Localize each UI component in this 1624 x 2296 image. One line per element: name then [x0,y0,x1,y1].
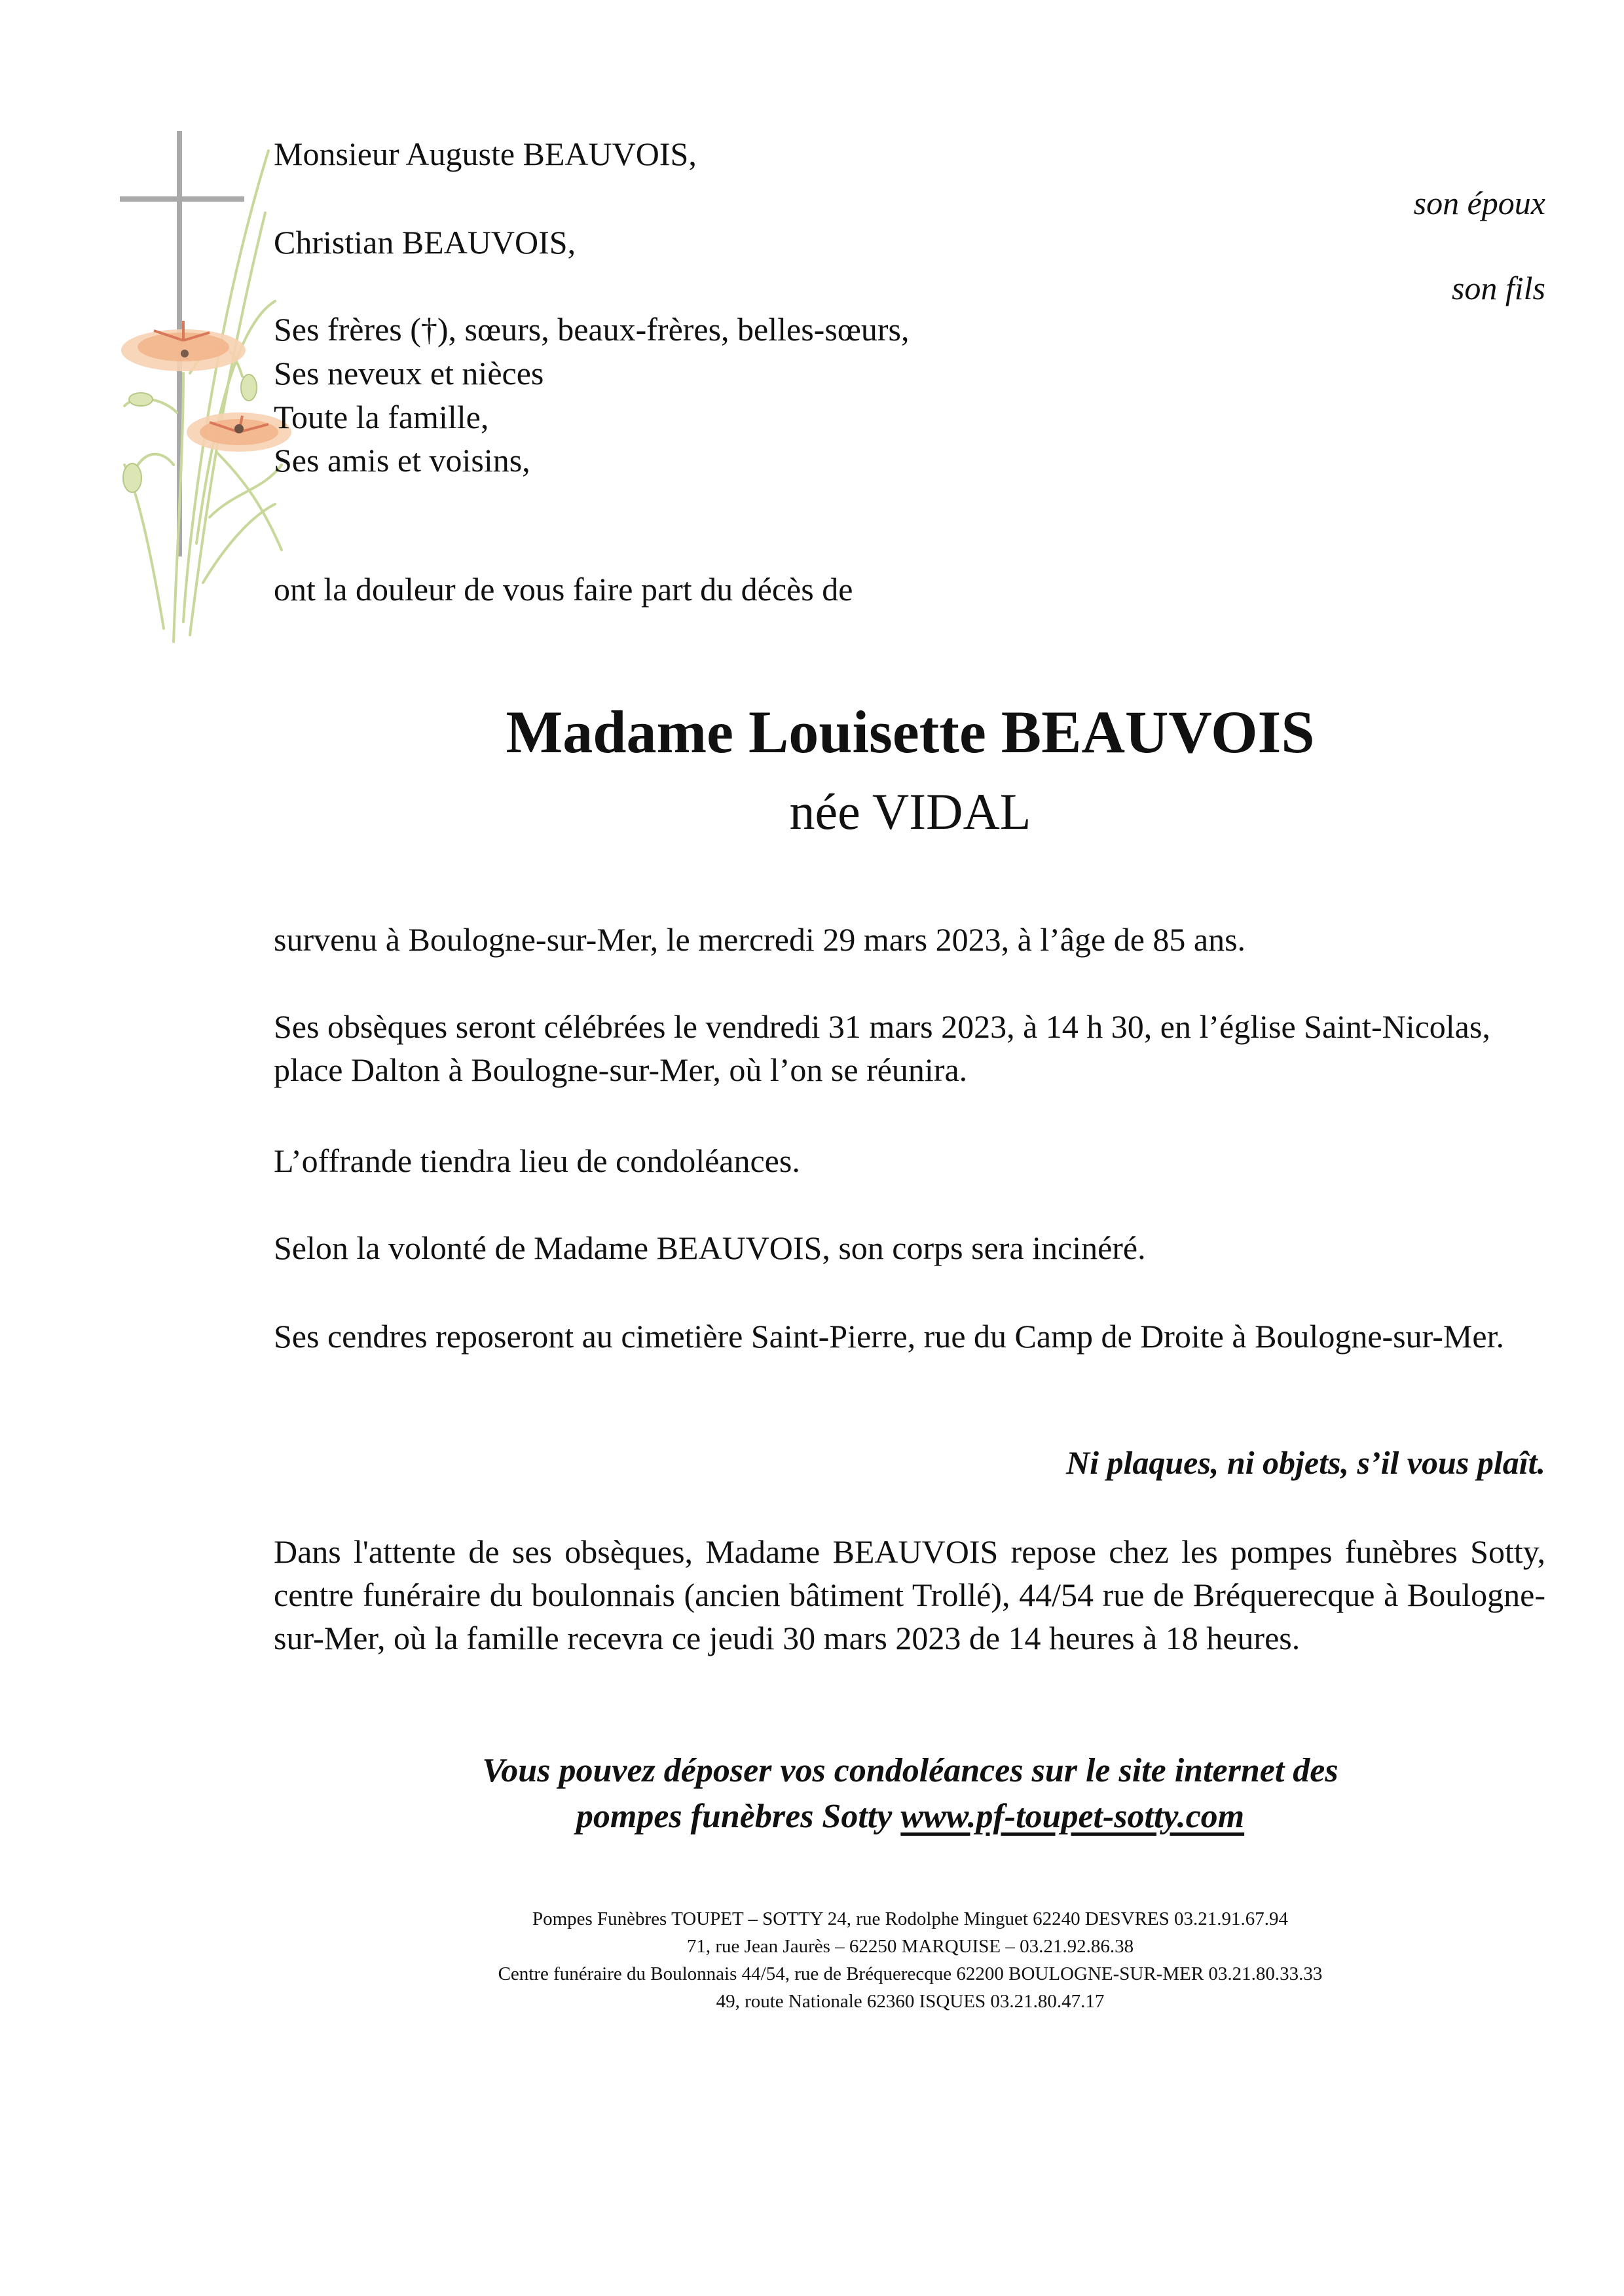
condolences-line-2 [0,1794,1624,1840]
footer-line-isques: 49, route Nationale 62360 ISQUES 03.21.80.47.17 [716,1991,1105,2012]
family-group-siblings: Ses frères (†), sœurs, beaux-frères, belles-sœurs, [274,311,910,348]
relation-spouse: son époux [1413,185,1545,221]
deceased-name: Madame Louisette BEAUVOIS [506,699,1315,765]
condolences-website-link[interactable]: www.pf-toupet-sotty.com [900,1798,1245,1835]
offering-note: L’offrande tiendra lieu de condoléances. [274,1142,800,1179]
cremation-note: Selon la volonté de Madame BEAUVOIS, son corps sera incinéré. [274,1230,1146,1266]
funeral-home-footer [0,1905,1624,2015]
ashes-note: Ses cendres reposeront au cimetière Saint-Pierre, rue du Camp de Droite à Boulogne-sur-Mer. [274,1318,1504,1355]
deceased-maiden-name: née VIDAL [789,783,1031,840]
family-member-spouse: Monsieur Auguste BEAUVOIS, [274,136,697,172]
footer-line-desvres: Pompes Funèbres TOUPET – SOTTY 24, rue Rodolphe Minguet 62240 DESVRES 03.21.91.67.94 [532,1908,1289,1929]
relation-son: son fils [1451,270,1545,306]
condolences-message [0,1748,1624,1840]
family-group-nephews: Ses neveux et nièces [274,355,544,392]
repose-details: Dans l'attente de ses obsèques, Madame BEAUVOIS repose chez les pompes funèbres Sotty, centre funéraire du boulonnais (ancien bâtiment Trollé), 44/54 rue de Bréquerecque à Boulogne-sur-Mer, où la famille recevra ce jeudi 30 mars 2023 de 14 heures à 18 heures. [274,1533,1545,1656]
condolences-prefix: pompes funèbres Sotty [576,1798,893,1835]
family-group-friends: Ses amis et voisins, [274,442,530,479]
condolences-line-1: Vous pouvez déposer vos condoléances sur le site internet des [482,1752,1338,1789]
no-flowers-notice: Ni plaques, ni objets, s’il vous plaît. [1065,1444,1545,1481]
announcement-intro: ont la douleur de vous faire part du décès de [274,571,853,608]
family-group-family: Toute la famille, [274,399,489,435]
footer-line-marquise: 71, rue Jean Jaurès – 62250 MARQUISE – 03.21.92.86.38 [686,1936,1134,1957]
footer-line-boulogne: Centre funéraire du Boulonnais 44/54, rue de Bréquerecque 62200 BOULOGNE-SUR-MER 03.21.80.33.33 [498,1963,1323,1984]
family-member-son: Christian BEAUVOIS, [274,224,576,261]
funeral-details: Ses obsèques seront célébrées le vendredi 31 mars 2023, à 14 h 30, en l’église Saint-Nicolas, place Dalton à Boulogne-sur-Mer, où l’on se réunira. [274,1008,1490,1088]
poppy-icon-upper [121,321,246,371]
death-details: survenu à Boulogne-sur-Mer, le mercredi 29 mars 2023, à l’âge de 85 ans. [274,921,1246,958]
